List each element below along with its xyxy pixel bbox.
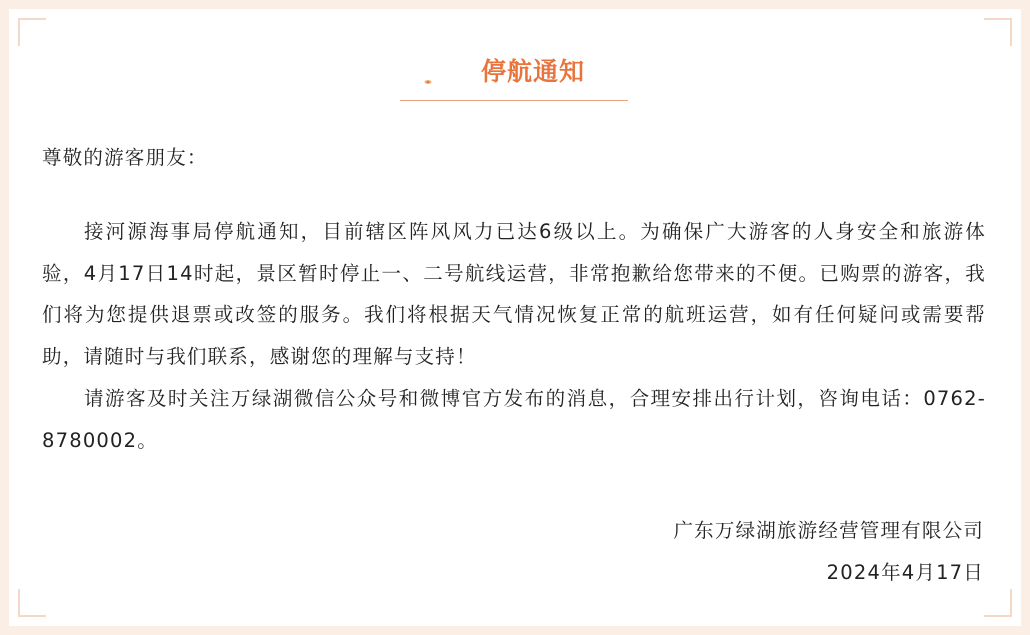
frame-corner-decoration: [18, 589, 46, 617]
page-title: 停航通知: [480, 57, 585, 86]
title-block: [400, 48, 628, 101]
frame-corner-decoration: [984, 589, 1012, 617]
frame-corner-decoration: [984, 18, 1012, 46]
notice-paragraph-2: 请游客及时关注万绿湖微信公众号和微博官方发布的消息，合理安排出行计划，咨询电话：0762-8780002。: [42, 387, 986, 452]
company-name: 广东万绿湖旅游经营管理有限公司: [673, 519, 984, 542]
notice-date: 2024年4月17日: [826, 561, 984, 584]
notice-paragraph-1: 接河源海事局停航通知，目前辖区阵风风力已达6级以上。为确保广大游客的人身安全和旅游体验，4月17日14时起，景区暂时停止一、二号航线运营，非常抱歉给您带来的不便。已购票的游客，我们将为您提供退票或改签的服务。我们将根据天气情况恢复正常的航班运营，如有任何疑问或需要帮助，请随时与我们联系，感谢您的理解与支持！: [42, 220, 986, 368]
frame-corner-decoration: [18, 18, 46, 46]
signature-block: [673, 510, 984, 594]
greeting: 尊敬的游客朋友：: [42, 146, 208, 169]
